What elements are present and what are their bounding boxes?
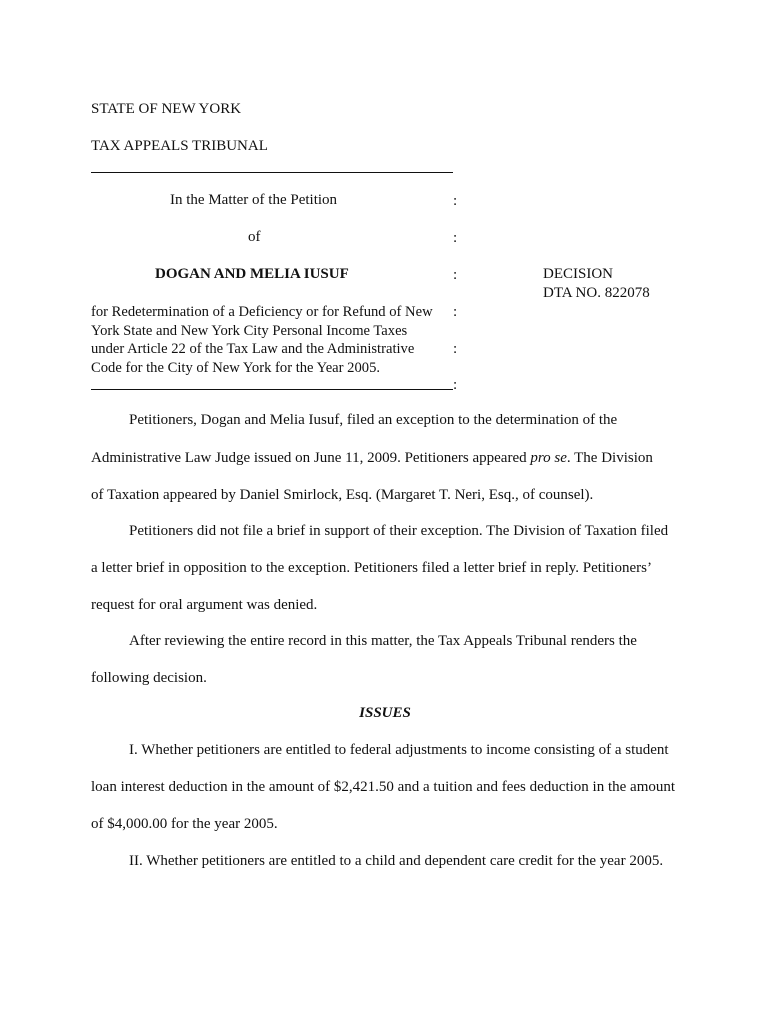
paragraph-line: a letter brief in opposition to the exception. Petitioners filed a letter brief in reply. Petitioners’ <box>91 560 652 576</box>
paragraph-line: following decision. <box>91 670 207 686</box>
caption-description-line: for Redetermination of a Deficiency or for Refund of New <box>91 304 433 320</box>
issue-line: I. Whether petitioners are entitled to federal adjustments to income consisting of a student <box>129 742 669 758</box>
of-line: of <box>248 229 261 245</box>
dta-number: DTA NO. 822078 <box>543 285 650 301</box>
caption-colon: : <box>453 341 458 357</box>
issue-line: II. Whether petitioners are entitled to a child and dependent care credit for the year 2005. <box>129 853 664 869</box>
caption-description-line: under Article 22 of the Tax Law and the Administrative <box>91 341 415 357</box>
paragraph-line: of Taxation appeared by Daniel Smirlock, Esq. (Margaret T. Neri, Esq., of counsel). <box>91 487 594 503</box>
paragraph-line: Petitioners, Dogan and Melia Iusuf, filed an exception to the determination of the <box>129 412 618 428</box>
caption-colon: : <box>453 304 458 320</box>
petitioner-names: DOGAN AND MELIA IUSUF <box>155 266 349 282</box>
paragraph-text: Administrative Law Judge issued on June 11, 2009. Petitioners appeared <box>91 450 531 466</box>
paragraph-text: . The Division <box>566 450 653 466</box>
caption-bottom-rule <box>91 389 453 390</box>
caption-colon: : <box>453 267 458 283</box>
issue-line: of $4,000.00 for the year 2005. <box>91 816 278 832</box>
paragraph-line: request for oral argument was denied. <box>91 597 318 613</box>
decision-label: DECISION <box>543 266 613 282</box>
caption-top-rule <box>91 172 453 173</box>
caption-colon: : <box>453 193 458 209</box>
paragraph-line: After reviewing the entire record in this matter, the Tax Appeals Tribunal renders the <box>129 633 637 649</box>
issue-line: loan interest deduction in the amount of $2,421.50 and a tuition and fees deduction in the amount <box>91 779 676 795</box>
caption-description-line: York State and New York City Personal Income Taxes <box>91 322 408 339</box>
caption-description <box>91 303 461 377</box>
matter-line: In the Matter of the Petition <box>170 192 338 208</box>
caption-description-line: Code for the City of New York for the Year 2005. <box>91 359 381 376</box>
tribunal-heading: TAX APPEALS TRIBUNAL <box>91 138 268 154</box>
caption-colon: : <box>453 230 458 246</box>
paragraph-line: Petitioners did not file a brief in support of their exception. The Division of Taxation filed <box>129 523 669 539</box>
issues-heading: ISSUES <box>359 705 411 721</box>
pro-se-italic: pro se <box>530 450 567 466</box>
paragraph-line <box>91 449 691 467</box>
caption-colon: : <box>453 377 458 393</box>
state-heading: STATE OF NEW YORK <box>91 101 242 117</box>
